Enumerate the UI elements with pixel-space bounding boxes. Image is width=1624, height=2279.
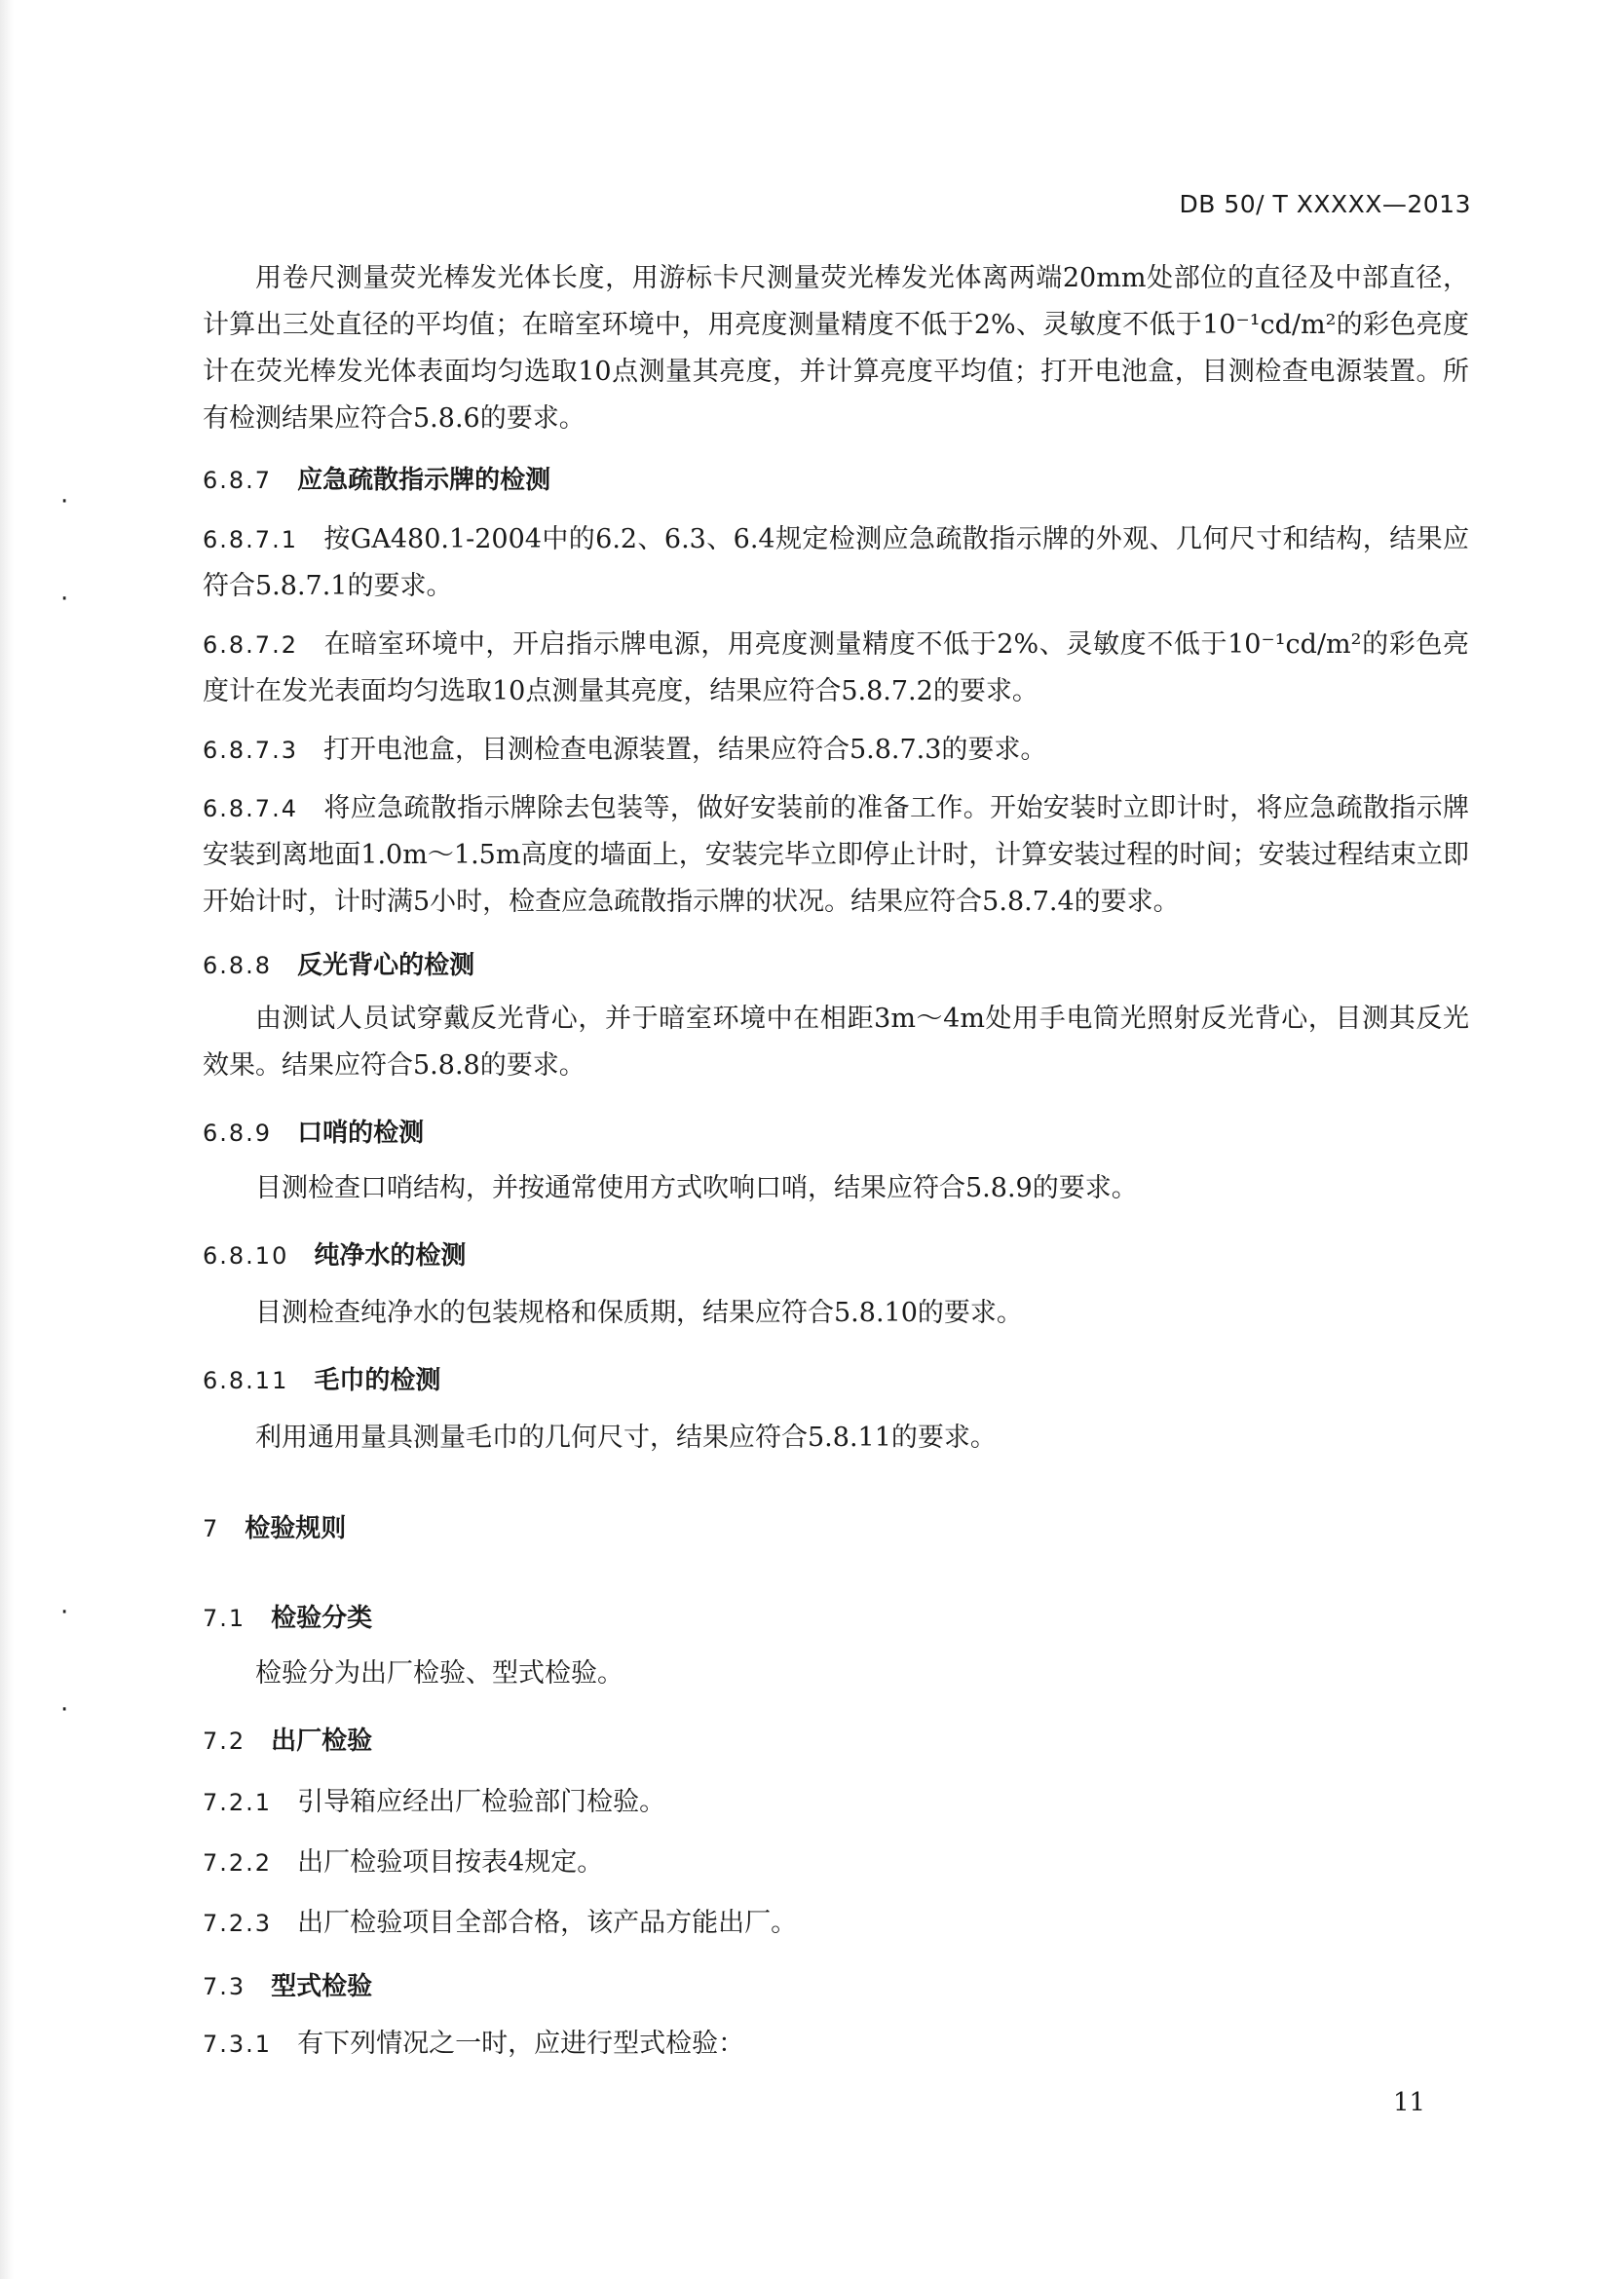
section-title: 检验规则	[245, 1514, 347, 1543]
section-title: 出厂检验	[271, 1727, 373, 1756]
section-number: 6.8.10	[203, 1242, 289, 1270]
section-title: 反光背心的检测	[297, 951, 475, 980]
section-title: 毛巾的检测	[314, 1366, 441, 1395]
heading-6-8-10	[203, 1235, 466, 1272]
clause-text: 出厂检验项目全部合格，该产品方能出厂。	[297, 1908, 798, 1938]
clause-text: 打开电池盒，目测检查电源装置，结果应符合5.8.7.3的要求。	[322, 735, 1047, 765]
clause-number: 6.8.7.2	[203, 631, 298, 659]
section-title: 检验分类	[271, 1604, 373, 1633]
clause-6-8-7-4	[203, 785, 1469, 926]
clause-7-2-3	[203, 1900, 1469, 1947]
clause-text: 将应急疏散指示牌除去包装等，做好安装前的准备工作。开始安装时立即计时，将应急疏散指示牌安装到离地面1.0m～1.5m高度的墙面上，安装完毕立即停止计时，计算安装过程的时间；安装过程结束立即开始计时，计时满5小时，检查应急疏散指示牌的状况。结果应符合5.8.7.4的要求。	[203, 793, 1469, 917]
clause-number: 7.2.3	[203, 1910, 273, 1937]
section-number: 6.8.8	[203, 952, 273, 979]
clause-text: 按GA480.1-2004中的6.2、6.3、6.4规定检测应急疏散指示牌的外观、几何尺寸和结构，结果应符合5.8.7.1的要求。	[203, 524, 1469, 601]
heading-7-2	[203, 1721, 372, 1757]
clause-6-8-7-1	[203, 516, 1469, 610]
binding-mark: ·	[60, 1598, 69, 1627]
clause-6-8-7-2	[203, 622, 1469, 715]
clause-number: 6.8.7.3	[203, 737, 298, 764]
clause-number: 7.2.2	[203, 1849, 273, 1877]
heading-6-8-8	[203, 945, 474, 981]
paragraph-glowstick-test: 用卷尺测量荧光棒发光体长度，用游标卡尺测量荧光棒发光体离两端20mm处部位的直径及中部直径，计算出三处直径的平均值；在暗室环境中，用亮度测量精度不低于2%、灵敏度不低于10⁻¹cd/m²的彩色亮度计在荧光棒发光体表面均匀选取10点测量其亮度，并计算亮度平均值；打开电池盒，目测检查电源装置。所有检测结果应符合5.8.6的要求。	[203, 263, 1469, 434]
paragraph-towel-test: 利用通用量具测量毛巾的几何尺寸，结果应符合5.8.11的要求。	[255, 1423, 997, 1453]
section-number: 7.1	[203, 1605, 246, 1632]
heading-6-8-7	[203, 460, 550, 496]
clause-number: 6.8.7.1	[203, 526, 298, 553]
section-title: 纯净水的检测	[314, 1241, 467, 1271]
clause-text: 出厂检验项目按表4规定。	[297, 1847, 604, 1878]
binding-mark: ·	[60, 1695, 69, 1725]
heading-7-3	[203, 1966, 372, 2002]
clause-7-2-1	[203, 1779, 1469, 1826]
heading-7	[203, 1508, 346, 1544]
section-title: 应急疏散指示牌的检测	[297, 466, 551, 495]
paragraph-vest-test: 由测试人员试穿戴反光背心，并于暗室环境中在相距3m～4m处用手电筒光照射反光背心，目测其反光效果。结果应符合5.8.8的要求。	[203, 1004, 1469, 1081]
clause-7-2-2	[203, 1840, 1469, 1886]
section-title: 型式检验	[271, 1972, 373, 2001]
standard-code-header: DB 50/ T XXXXX—2013	[1179, 190, 1471, 218]
heading-6-8-11	[203, 1360, 440, 1396]
clause-number: 6.8.7.4	[203, 795, 298, 822]
paragraph-inspection-classification: 检验分为出厂检验、型式检验。	[255, 1658, 623, 1689]
clause-text: 在暗室环境中，开启指示牌电源，用亮度测量精度不低于2%、灵敏度不低于10⁻¹cd/m²的彩色亮度计在发光表面均匀选取10点测量其亮度，结果应符合5.8.7.2的要求。	[203, 629, 1469, 706]
page-number: 11	[1393, 2088, 1426, 2117]
clause-number: 7.2.1	[203, 1789, 273, 1816]
clause-6-8-7-3	[203, 727, 1469, 774]
heading-7-1	[203, 1598, 372, 1634]
binding-mark: ·	[60, 585, 69, 614]
section-number: 7.2	[203, 1728, 246, 1755]
section-number: 6.8.11	[203, 1367, 289, 1394]
section-number: 6.8.9	[203, 1120, 273, 1147]
section-number: 7.3	[203, 1973, 246, 2000]
section-title: 口哨的检测	[297, 1119, 425, 1148]
clause-7-3-1	[203, 2021, 1469, 2068]
paragraph-water-test: 目测检查纯净水的包装规格和保质期，结果应符合5.8.10的要求。	[255, 1298, 1023, 1328]
section-number: 7	[203, 1515, 220, 1542]
scan-edge-shadow	[0, 0, 14, 2279]
paragraph-whistle-test: 目测检查口哨结构，并按通常使用方式吹响口哨，结果应符合5.8.9的要求。	[255, 1173, 1138, 1203]
clause-text: 引导箱应经出厂检验部门检验。	[297, 1787, 666, 1817]
heading-6-8-9	[203, 1113, 424, 1149]
section-number: 6.8.7	[203, 467, 273, 494]
clause-number: 7.3.1	[203, 2031, 273, 2058]
clause-text: 有下列情况之一时，应进行型式检验：	[297, 2029, 745, 2059]
binding-mark: ·	[60, 487, 69, 516]
